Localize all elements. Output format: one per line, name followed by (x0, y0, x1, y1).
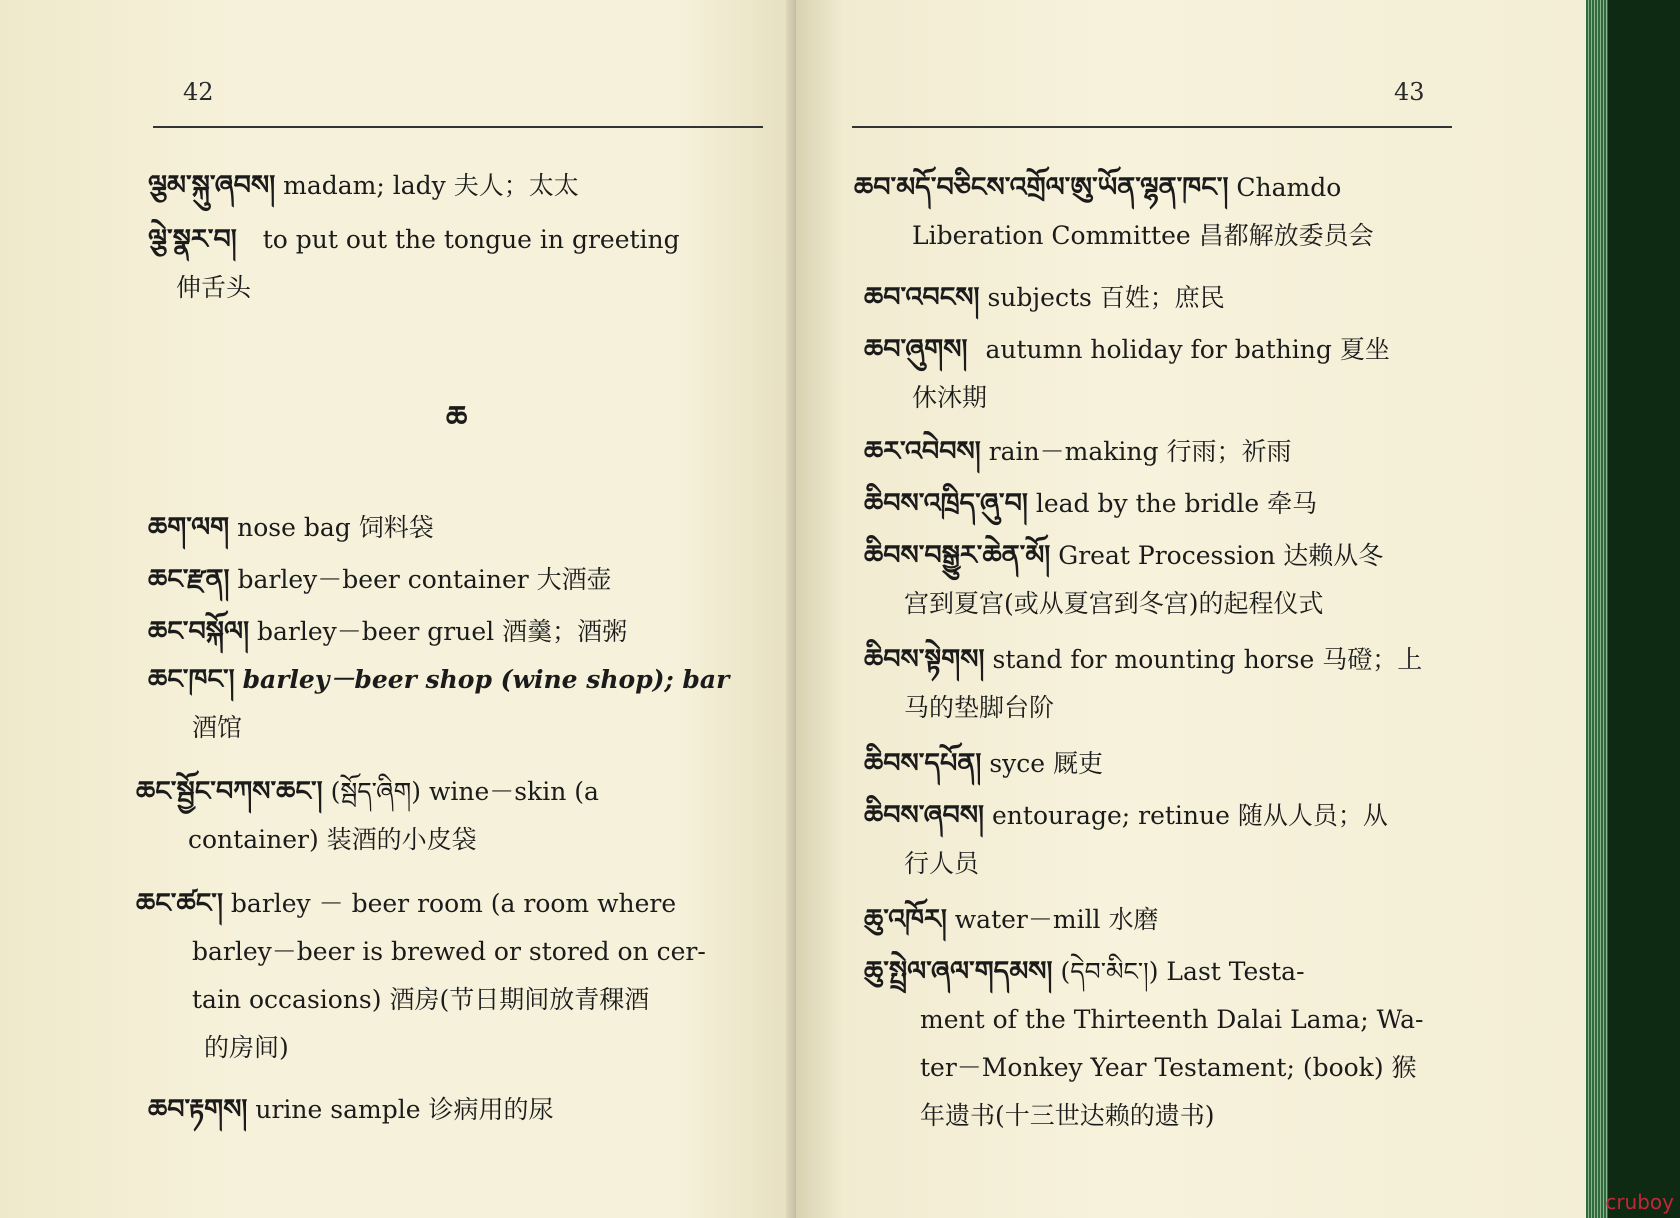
entry-headword: ཆབ་ཞུགས། (864, 334, 968, 365)
entry-headword: ཆང་སྦྱོང་བཀས་ཆང་། (136, 776, 323, 807)
entry-gloss: (སྦོད་ཞིག) wine－skin (a (330, 777, 599, 806)
entry-headword: ཆབ་མདོ་བཅིངས་འགྲོལ་ཨུ་ཡོན་ལྷན་ཁང་། (854, 172, 1229, 203)
dictionary-entry (148, 556, 768, 604)
entry-headword: ཆུ་འཁོར། (864, 904, 947, 935)
page-number-left: 42 (183, 78, 214, 106)
entry-continuation: 马的垫脚台阶 (904, 693, 1055, 722)
dictionary-entry (148, 504, 768, 552)
entry-gloss: barley－beer gruel 酒羹；酒粥 (257, 617, 628, 646)
dictionary-entry (864, 274, 1554, 322)
entry-gloss: autumn holiday for bathing 夏坐 (985, 335, 1390, 364)
entry-gloss: barley－beer container 大酒壶 (237, 565, 612, 594)
dictionary-entry (148, 216, 768, 312)
section-letter: ཆ (446, 400, 468, 435)
dictionary-entry (864, 480, 1554, 528)
left-page (0, 0, 796, 1218)
dictionary-entry (864, 948, 1554, 1140)
entry-headword: ཆབ་འབངས། (864, 282, 980, 313)
entry-headword: ཆང་རྫན། (148, 564, 230, 595)
entry-continuation: 休沐期 (912, 383, 988, 412)
entry-continuation: 年遗书(十三世达赖的遗书) (920, 1101, 1215, 1130)
dictionary-entry (864, 636, 1554, 732)
dictionary-entry (148, 608, 768, 656)
dictionary-entry (854, 164, 1554, 260)
entry-gloss: urine sample 诊病用的尿 (255, 1095, 554, 1124)
header-rule-left (153, 126, 763, 128)
entry-gloss: barley － beer room (a room where (230, 889, 677, 918)
entry-continuation: 行人员 (904, 849, 980, 878)
dictionary-entry (136, 880, 770, 1072)
dictionary-entry (148, 656, 768, 752)
entry-continuation: 宫到夏宫(或从夏宫到冬宫)的起程仪式 (904, 589, 1324, 618)
dictionary-entry (864, 896, 1554, 944)
entry-headword: ཆིབས་ཞབས། (864, 800, 985, 831)
entry-gloss: water－mill 水磨 (954, 905, 1159, 934)
entry-gloss: Great Procession 达赖从冬 (1058, 541, 1384, 570)
header-rule-right (852, 126, 1452, 128)
entry-gloss: (དེབ་མིང་།) Last Testa- (1060, 957, 1305, 986)
entry-continuation: tain occasions) 酒房(节日期间放青稞酒 (192, 985, 650, 1014)
dictionary-entry (864, 792, 1554, 888)
entry-headword: ཆིབས་འཁྲིད་ཞུ་བ། (864, 488, 1028, 519)
right-page (796, 0, 1586, 1218)
entry-headword: ཆར་འབེབས། (864, 436, 981, 467)
entry-headword: ཆུ་སྤྲེལ་ཞལ་གདམས། (864, 956, 1053, 987)
entry-continuation: container) 装酒的小皮袋 (188, 825, 477, 854)
entry-continuation: 伸舌头 (176, 273, 252, 302)
entry-gloss: syce 厩吏 (989, 749, 1104, 778)
dictionary-entry (136, 768, 770, 864)
entry-continuation: ment of the Thirteenth Dalai Lama; Wa- (920, 1005, 1424, 1034)
entry-continuation: 酒馆 (192, 713, 243, 742)
entry-headword: ཆང་ཁང་། (148, 664, 235, 695)
entry-headword: ཆང་བསྐོལ། (148, 616, 250, 647)
entry-headword: ཆག་ལག (148, 512, 230, 543)
entry-headword: ལྕམ་སྐུ་ཞབས། (148, 170, 276, 201)
entry-gloss: stand for mounting horse 马磴；上 (992, 645, 1423, 674)
entry-headword: ཆང་ཚང་། (136, 888, 223, 919)
dictionary-entry (864, 428, 1554, 476)
watermark: cruboy (1605, 1190, 1674, 1214)
entry-gloss: subjects 百姓；庶民 (987, 283, 1225, 312)
entry-headword: ཆིབས་དཔོན། (864, 748, 982, 779)
dictionary-entry (864, 532, 1554, 628)
entry-headword: ཆབ་རྟགས། (148, 1094, 248, 1125)
entry-continuation: 的房间) (204, 1033, 289, 1062)
page-edge-green (1586, 0, 1608, 1218)
dictionary-entry (148, 1086, 768, 1134)
entry-gloss: entourage; retinue 随从人员；从 (992, 801, 1388, 830)
entry-gloss: lead by the bridle 牵马 (1035, 489, 1318, 518)
entry-gloss: barley－beer shop (wine shop); bar (242, 665, 730, 694)
entry-gloss: rain－making 行雨；祈雨 (988, 437, 1292, 466)
entry-headword: ལྕེ་སྣར་བ། (148, 224, 237, 255)
entry-continuation: barley－beer is brewed or stored on cer- (192, 937, 706, 966)
dictionary-entry (864, 326, 1554, 422)
entry-gloss: madam; lady 夫人；太太 (283, 171, 579, 200)
entry-gloss: to put out the tongue in greeting (262, 225, 680, 254)
entry-gloss: nose bag 饲料袋 (237, 513, 434, 542)
entry-headword: ཆིབས་བསྒྱུར་ཆེན་མོ། (864, 540, 1051, 571)
entry-continuation: ter－Monkey Year Testament; (book) 猴 (920, 1053, 1417, 1082)
entry-headword: ཆིབས་སྟེགས། (864, 644, 985, 675)
entry-continuation: Liberation Committee 昌都解放委员会 (912, 221, 1374, 250)
entry-gloss: Chamdo (1236, 173, 1342, 202)
dictionary-entry (864, 740, 1554, 788)
dictionary-entry (148, 162, 768, 210)
page-number-right: 43 (1394, 78, 1425, 106)
